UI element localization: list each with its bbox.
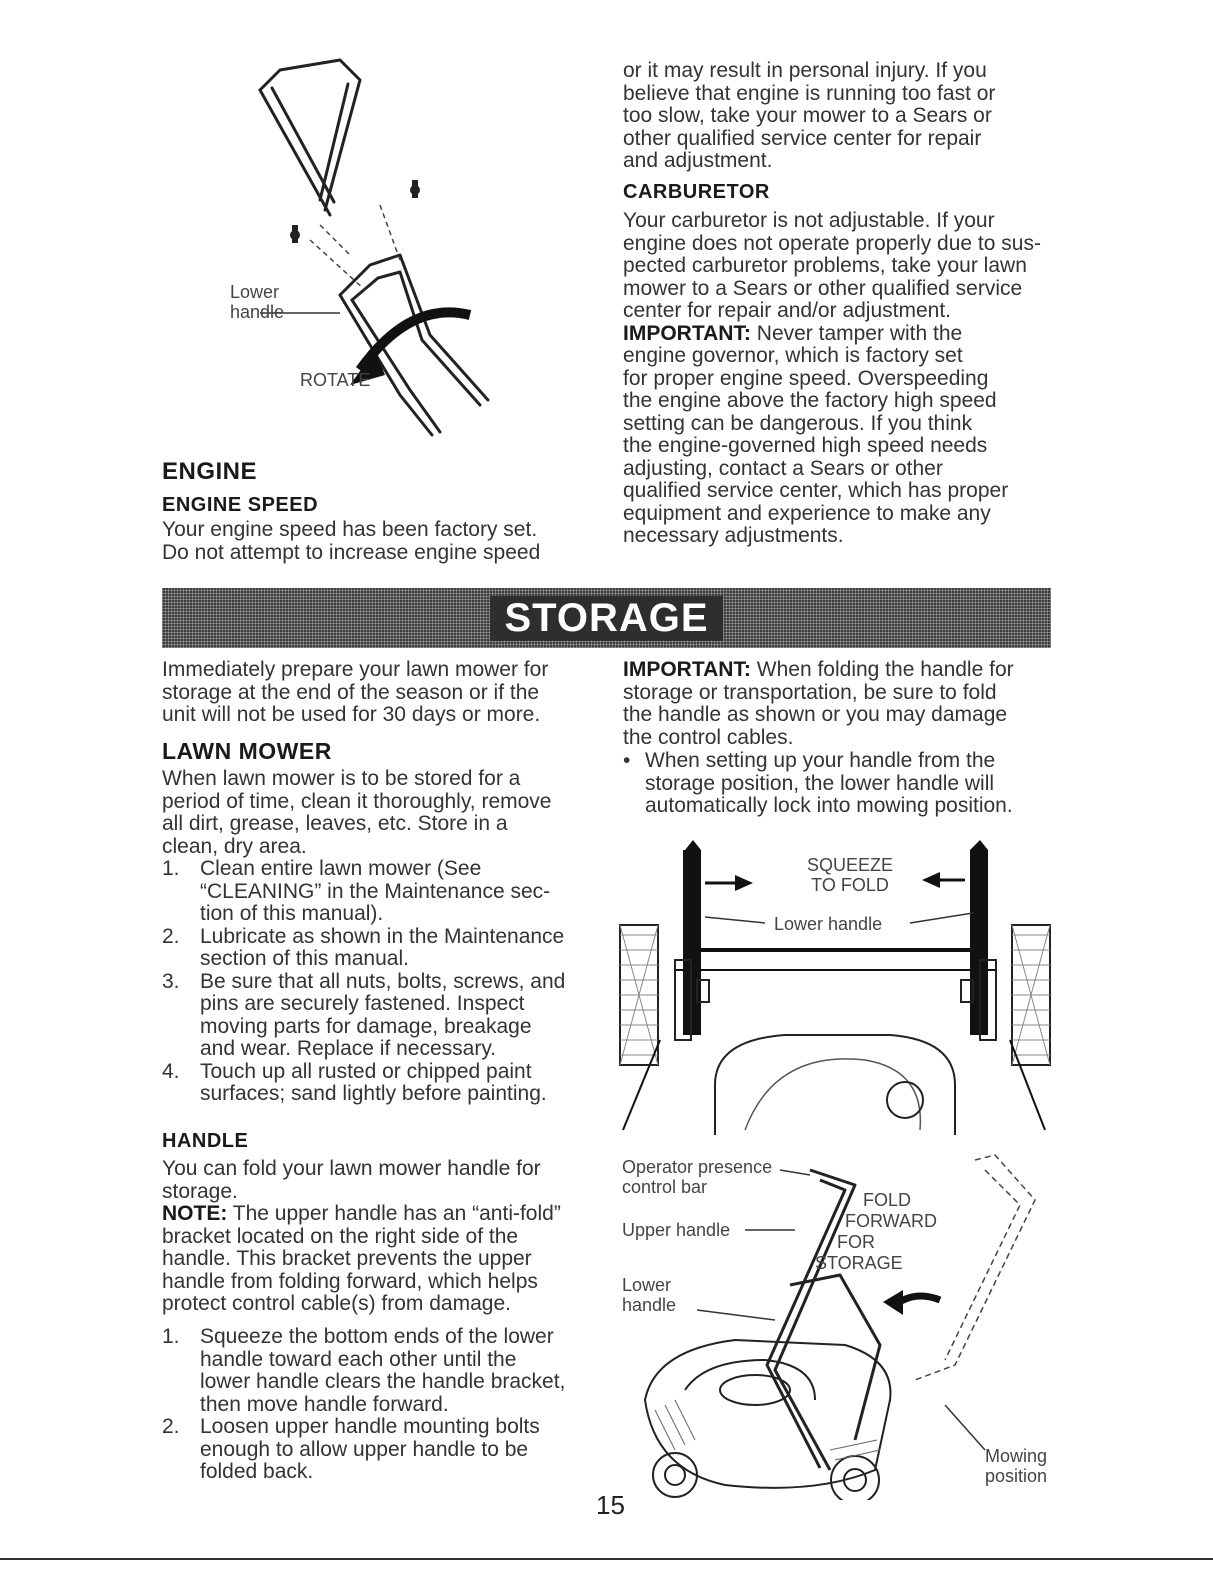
upper-handle-label: Upper handle [622, 1220, 731, 1240]
lawn-mower-text: When lawn mower is to be stored for a period of time, clean it thoroughly, remove all dirt, grease, leaves, etc. Store in a clean, dry area. [162, 767, 552, 858]
fold-forward-label: FOLD FORWARD FOR STORAGE [815, 1190, 937, 1273]
engine-speed-text: Your engine speed has been factory set. Do not attempt to increase engine speed [162, 518, 541, 564]
storage-important: IMPORTANT: When folding the handle for storage or transportation, be sure to fold the handle as shown or you may damage the control cables. [623, 658, 1014, 749]
list-item: 1. Squeeze the bottom ends of the lower handle toward each other until the lower handle clears the handle bracket, then move handle forward. [162, 1325, 566, 1416]
important-label-2: IMPORTANT: [623, 658, 751, 681]
lower-handle-label-2: Lower handle [774, 914, 883, 934]
storage-title: STORAGE [490, 596, 722, 641]
mowing-position-label: Mowing position [985, 1446, 1048, 1486]
storage-intro: Immediately prepare your lawn mower for storage at the end of the season or if the unit will not be used for 30 days or more. [162, 658, 549, 726]
handle-heading: HANDLE [162, 1130, 249, 1152]
handle-steps [162, 1326, 602, 1484]
storage-banner [162, 588, 1051, 648]
handle-text: You can fold your lawn mower handle for storage. NOTE: The upper handle has an “anti-fold” bracket located on the right side of the handle. This bracket prevents the upper handle from folding forward, which helps protect control cable(s) from damage. [162, 1157, 561, 1315]
rotate-label: ROTATE [300, 370, 371, 390]
bottom-rule [0, 1558, 1213, 1560]
list-item: 4. Touch up all rusted or chipped paint surfaces; sand lightly before painting. [162, 1059, 547, 1105]
bullet-icon: • [623, 749, 631, 772]
list-item: 1. Clean entire lawn mower (See “CLEANING” in the Maintenance sec- tion of this manual). [162, 857, 551, 925]
engine-speed-continuation: or it may result in personal injury. If you believe that engine is running too fast or too slow, take your mower to a Sears or other qualified service center for repair and adjustment. [623, 59, 996, 172]
operator-presence-label: Operator presence control bar [622, 1157, 773, 1197]
list-item: 3. Be sure that all nuts, bolts, screws, and pins are securely fastened. Inspect moving parts for damage, breakage and wear. Replace if necessary. [162, 969, 566, 1060]
list-item: 2. Loosen upper handle mounting bolts enough to allow upper handle to be folded back. [162, 1415, 540, 1483]
carburetor-heading: CARBURETOR [623, 181, 770, 203]
storage-bullet: • When setting up your handle from the storage position, the lower handle will automatically lock into mowing position. [623, 749, 1013, 817]
important-label: IMPORTANT: [623, 321, 751, 345]
page-number: 15 [596, 1490, 625, 1520]
lawn-mower-heading: LAWN MOWER [162, 738, 332, 764]
handle-rotate-illustration [200, 50, 520, 450]
engine-speed-heading: ENGINE SPEED [162, 494, 319, 516]
lawn-mower-steps [162, 858, 602, 1106]
list-item: 2. Lubricate as shown in the Maintenance section of this manual. [162, 924, 565, 970]
squeeze-label: SQUEEZE TO FOLD [806, 855, 894, 895]
note-label: NOTE: [162, 1202, 228, 1225]
lower-handle-label-3: Lower handle [622, 1275, 677, 1315]
carburetor-text: Your carburetor is not adjustable. If your engine does not operate properly due to sus- pected carburetor problems, take your lawn mower to a Sears or other qualified service center for repair and/or adjustment. IMPORTANT: Never tamper with the engine governor, which is factory set for proper engine speed. Overspeeding the engine above the factory high speed setting can be dangerous. If you think the engine-governed high speed needs adjusting, contact a Sears or other qualified service center, which has proper equipment and experience to make any necessary adjustments. [623, 209, 1041, 547]
lower-handle-label: Lower handle [230, 282, 285, 322]
engine-heading: ENGINE [162, 458, 258, 485]
